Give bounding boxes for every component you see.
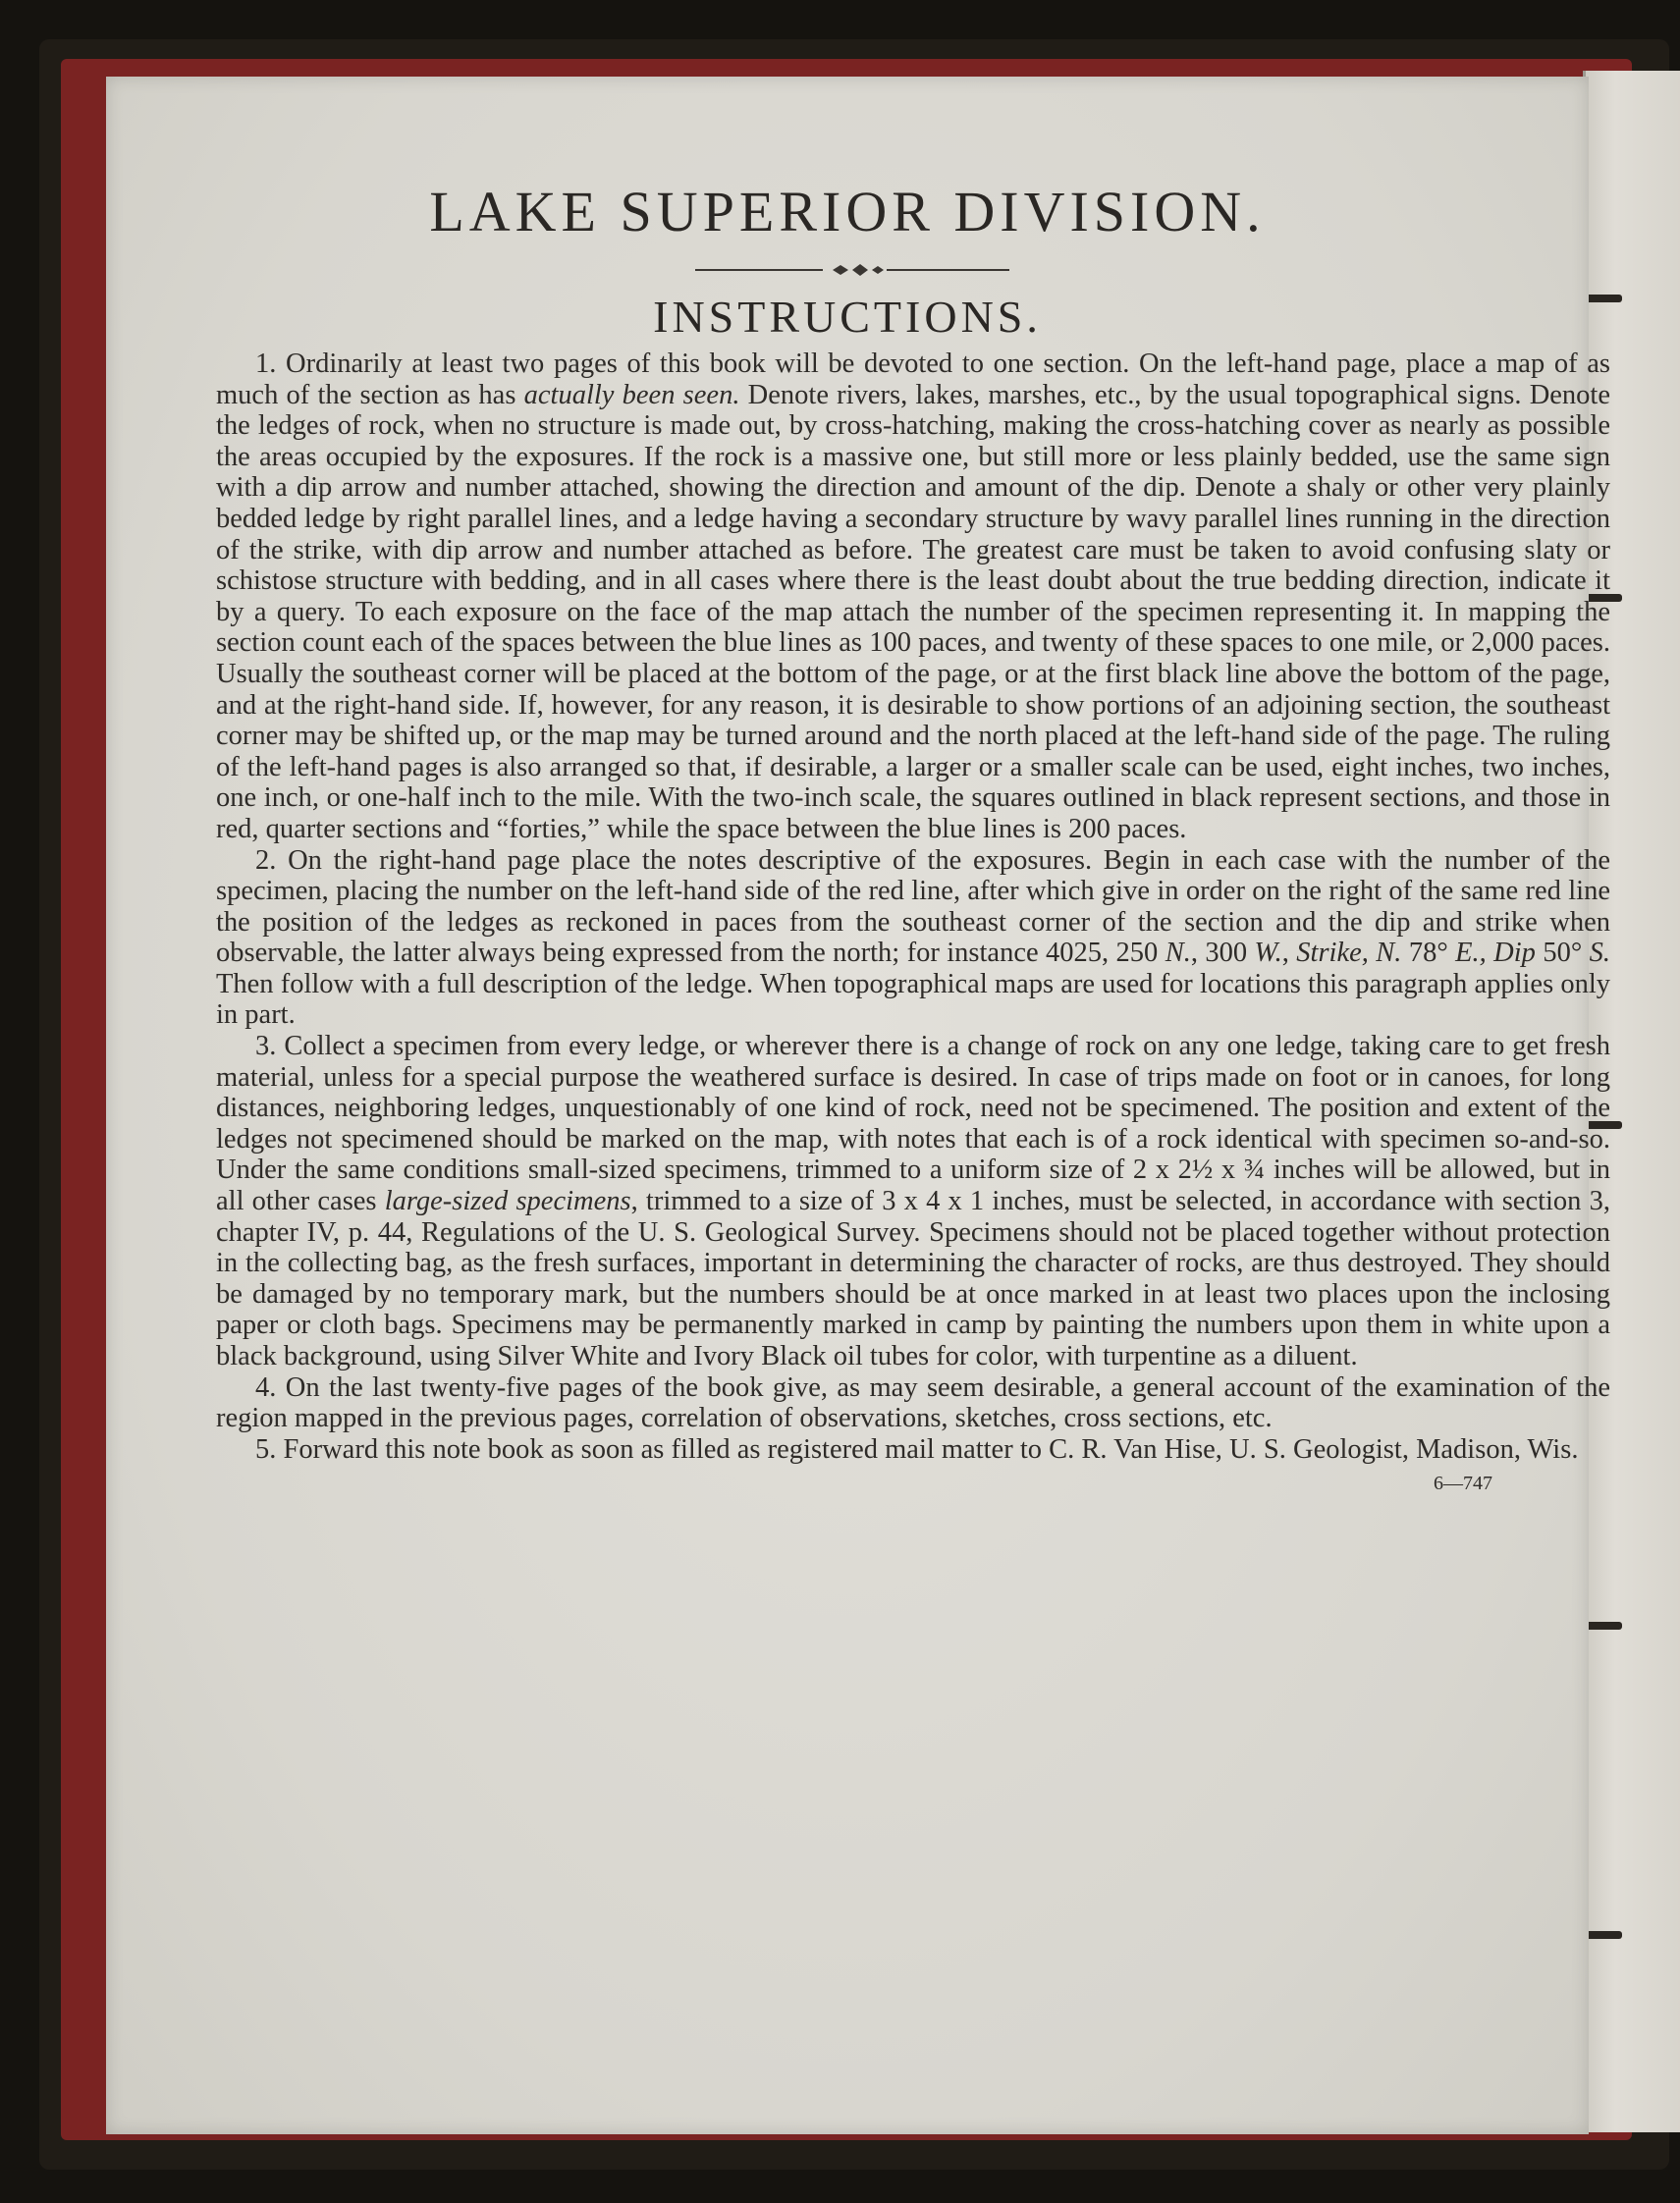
instruction-paragraph (216, 1433, 1610, 1495)
instructions-body (216, 349, 1610, 1500)
italic-text: W. (1254, 938, 1282, 969)
paragraph-text: 78° (1401, 938, 1456, 969)
instruction-paragraph (216, 1372, 1610, 1434)
italic-text: E., Dip (1455, 938, 1536, 969)
paragraph-text: Then follow with a full description of the ledge. When topographical maps are used for locations this paragraph applies only in part. (216, 968, 1610, 1031)
book-page (106, 77, 1611, 2134)
paragraph-text: On the right-hand page place the notes descriptive of the exposures. Begin in each case with the number of the specimen, placing the number on the left-hand side of the red line, after which give in order on the right of the same red line the position of the ledges as reckoned in paces from the southeast corner of the section and the dip and strike when observable, the latter always being expressed from the north; for instance 4025, 250 (216, 844, 1611, 969)
paragraph-number: 2. (255, 844, 289, 876)
binding-stitch (1583, 295, 1622, 302)
page-subtitle: INSTRUCTIONS. (653, 292, 1042, 342)
paragraph-text: On the last twenty-five pages of the book give, as may seem desirable, a general account of the examination of the region mapped in the previous pages, correlation of observations, sketches, cross sections, etc. (216, 1371, 1611, 1434)
paragraph-text: , 300 (1190, 938, 1255, 969)
binding-stitch (1583, 1622, 1622, 1630)
instruction-paragraph (216, 1031, 1610, 1372)
paragraph-number: 1. (255, 349, 287, 379)
form-number: 6—747 (1434, 1473, 1492, 1495)
paragraph-text: Denote rivers, lakes, marshes, etc., by the usual topographical signs. Denote the ledges of rock, when no structure is made out, by cross-hatching, making the cross-hatching cover as nearly as possible the areas occupied by the exposures. If the rock is a massive one, but still more or less plainly bedded, use the same sign with a dip arrow and number attached, showing the direction and amount of the dip. Denote a shaly or other very plainly bedded ledge by right parallel lines, and a ledge having a secondary structure by wavy parallel lines running in the direction of the strike, with dip arrow and number attached as before. The greatest care must be taken to avoid confusing slaty or schistose structure with bedding, and in all cases where there is the least doubt about the true bedding direction, indicate it by a query. To each exposure on the face of the map attach the number of the specimen representing it. In mapping the section count each of the spaces between the blue lines as 100 paces, and twenty of these spaces to one mile, or 2,000 paces. Usually the southeast corner will be placed at the bottom of the page, or at the first black line above the bottom of the page, and at the right-hand side. If, however, for any reason, it is desirable to show portions of an adjoining section, the southeast corner may be shifted up, or the map may be turned around and the north placed at the left-hand side of the page. The ruling of the left-hand pages is also arranged so that, if desirable, a larger or a smaller scale can be used, eight inches, two inches, one inch, or one-half inch to the mile. With the two-inch scale, the squares outlined in black represent sections, and those in red, quarter sections and “forties,” while the space between the blue lines is 200 paces. (216, 379, 1611, 844)
italic-text: actually been seen. (523, 379, 740, 410)
paragraph-text: Ordinarily at least two pages of this book will be devoted to one section. On the left-hand page, place a map of as much of the section as has (216, 349, 1611, 410)
italic-text: Strike, N. (1296, 938, 1402, 969)
paragraph-text: 50° (1535, 938, 1590, 969)
page-title: LAKE SUPERIOR DIVISION. (429, 180, 1266, 243)
paragraph-text: Collect a specimen from every ledge, or wherever there is a change of rock on any one ledge, taking care to get fresh material, unless for a special purpose the weathered surface is desired. In case of trips made on foot or in canoes, for long distances, neighboring ledges, unquestionably of one kind of rock, need not be specimened. The position and extent of the ledges not specimened should be marked on the map, with notes that each is of a rock identical with specimen so-and-so. Under the same conditions small-sized specimens, trimmed to a uniform size of 2 x 2½ x ¾ inches will be allowed, but in all other cases (216, 1031, 1610, 1217)
paragraph-number: 3. (255, 1031, 285, 1062)
ornament-rule-icon (695, 261, 1009, 279)
italic-text: N. (1165, 938, 1191, 969)
paragraph-text: Forward this note book as soon as filled as registered mail matter to C. R. Van Hise, U. S. Geologist, Madison, Wis. (283, 1433, 1579, 1465)
instruction-paragraph (216, 845, 1610, 1032)
instruction-paragraph (216, 349, 1610, 845)
paragraph-number: 4. (255, 1371, 286, 1403)
paragraph-number: 5. (255, 1433, 284, 1465)
paragraph-text: , (1281, 938, 1297, 969)
italic-text: large-sized specimens (384, 1186, 631, 1217)
italic-text: S. (1589, 938, 1611, 969)
binding-stitch (1583, 1931, 1622, 1939)
paragraph-text: , trimmed to a size of 3 x 4 x 1 inches, must be selected, in accordance with section 3, chapter IV, p. 44, Regulations of the U. S. Geological Survey. Specimens should not be placed together without protection in the collecting bag, as the fresh surfaces, important in determining the character of rocks, are thus destroyed. They should be damaged by no temporary mark, but the numbers should be at once marked in at least two places upon the inclosing paper or cloth bags. Specimens may be permanently marked in camp by painting the numbers upon them in white upon a black background, using Silver White and Ivory Black oil tubes for color, with turpentine as a diluent. (216, 1186, 1610, 1371)
